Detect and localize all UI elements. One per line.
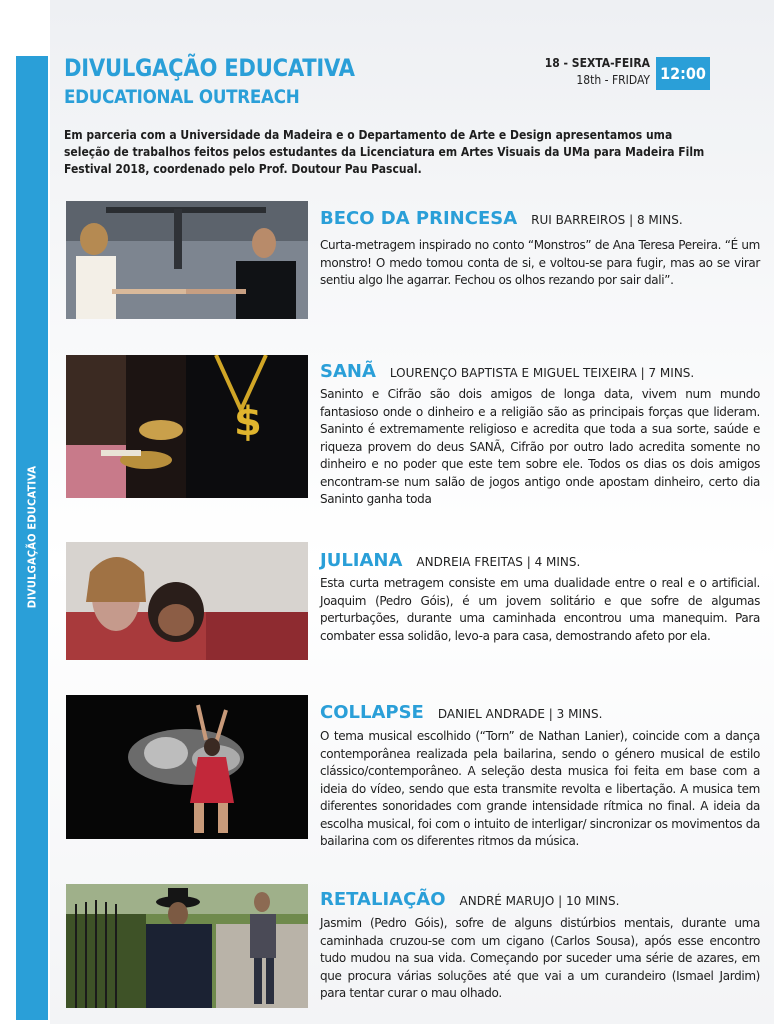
page-title: DIVULGAÇÃO EDUCATIVA <box>64 54 355 82</box>
svg-text:$: $ <box>234 399 262 445</box>
film-description: Esta curta metragem consiste em uma dualidade entre o real e o artificial. Joaquim (Pedro Góis), é um jovem solitário e que sofre de algumas perturbações, durante uma caminhada encontrou uma manequim. Para combater essa solidão, levo-a para casa, demostrando afeto por ela. <box>320 576 760 643</box>
film-heading <box>320 361 694 382</box>
date-label-en: 18th - FRIDAY <box>576 73 650 87</box>
film-still-juliana <box>66 542 308 660</box>
film-heading <box>320 208 683 229</box>
film-still-retaliacao <box>66 884 308 1008</box>
film-description: Curta-metragem inspirado no conto “Monstros” de Ana Teresa Pereira. “É um monstro! O medo tomou conta de si, e voltou-se para fugir, mas ao se virar sentiu algo lhe agarrar. Fechou os olhos rezando por sair dali”. <box>320 238 760 287</box>
film-meta: RUI BARREIROS | 8 MINS. <box>531 213 683 227</box>
film-still-beco-da-princesa <box>66 201 308 319</box>
film-title: BECO DA PRINCESA <box>320 208 518 229</box>
film-title: SANÃ <box>320 361 376 382</box>
section-side-label: DIVULGAÇÃO EDUCATIVA <box>25 465 39 609</box>
film-still-collapse <box>66 695 308 839</box>
film-still-sana <box>66 355 308 498</box>
film-description: O tema musical escolhido (“Torn” de Nathan Lanier), coincide com a dança contemporânea realizada pela bailarina, sendo o género musical de estilo clássico/contemporâneo. A seleção desta musica foi feita em base com a ideia do vídeo, sendo que esta transmite revolta e libertação. A musica tem diferentes sonoridades com grande intensidade rítmica no final. A ideia da escolha musical, foi com o intuito de interligar/ sincronizar os movimentos da bailarina com os diferentes ritmos da música. <box>320 729 760 848</box>
film-description: Saninto e Cifrão são dois amigos de longa data, vivem num mundo fantasioso onde o dinheiro e a religião são as principais forças que lideram. Saninto é extremamente religioso e acredita que toda a sua sorte, saúde e riqueza provem do deus SANÃ, Cifrão por outro lado acredita somente no dinheiro e no poder que este tem sobre ele. Todos os dias os dois amigos encontram-se num salão de jogos antigo onde apostam dinheiro, certo dia Saninto ganha toda <box>320 387 760 506</box>
film-heading <box>320 702 602 723</box>
date-label-pt: 18 - SEXTA-FEIRA <box>544 56 650 70</box>
film-title: COLLAPSE <box>320 702 424 723</box>
intro-paragraph: Em parceria com a Universidade da Madeira e o Departamento de Arte e Design apresentamos uma seleção de trabalhos feitos pelos estudantes da Licenciatura em Artes Visuais da UMa para Madeira Film Festival 2018, coordenado pelo Prof. Doutour Pau Pascual. <box>64 128 705 176</box>
time-badge: 12:00 <box>656 57 710 90</box>
page-subtitle: EDUCATIONAL OUTREACH <box>64 86 300 108</box>
film-meta: ANDREIA FREITAS | 4 MINS. <box>416 555 581 569</box>
film-meta: ANDRÉ MARUJO | 10 MINS. <box>459 894 620 908</box>
film-heading <box>320 550 580 571</box>
film-heading <box>320 889 619 910</box>
film-title: JULIANA <box>320 550 403 571</box>
film-title: RETALIAÇÃO <box>320 889 446 910</box>
film-description: Jasmim (Pedro Góis), sofre de alguns distúrbios mentais, durante uma caminhada cruzou-se com um cigano (Carlos Sousa), após esse encontro tudo mudou na sua vida. Começando por suceder uma série de azares, em que procura várias soluções até que vai a um curandeiro (Ismael Jardim) para tentar curar o mau olhado. <box>320 916 760 1000</box>
film-meta: DANIEL ANDRADE | 3 MINS. <box>437 707 603 721</box>
film-meta: LOURENÇO BAPTISTA E MIGUEL TEIXEIRA | 7 MINS. <box>389 366 695 380</box>
